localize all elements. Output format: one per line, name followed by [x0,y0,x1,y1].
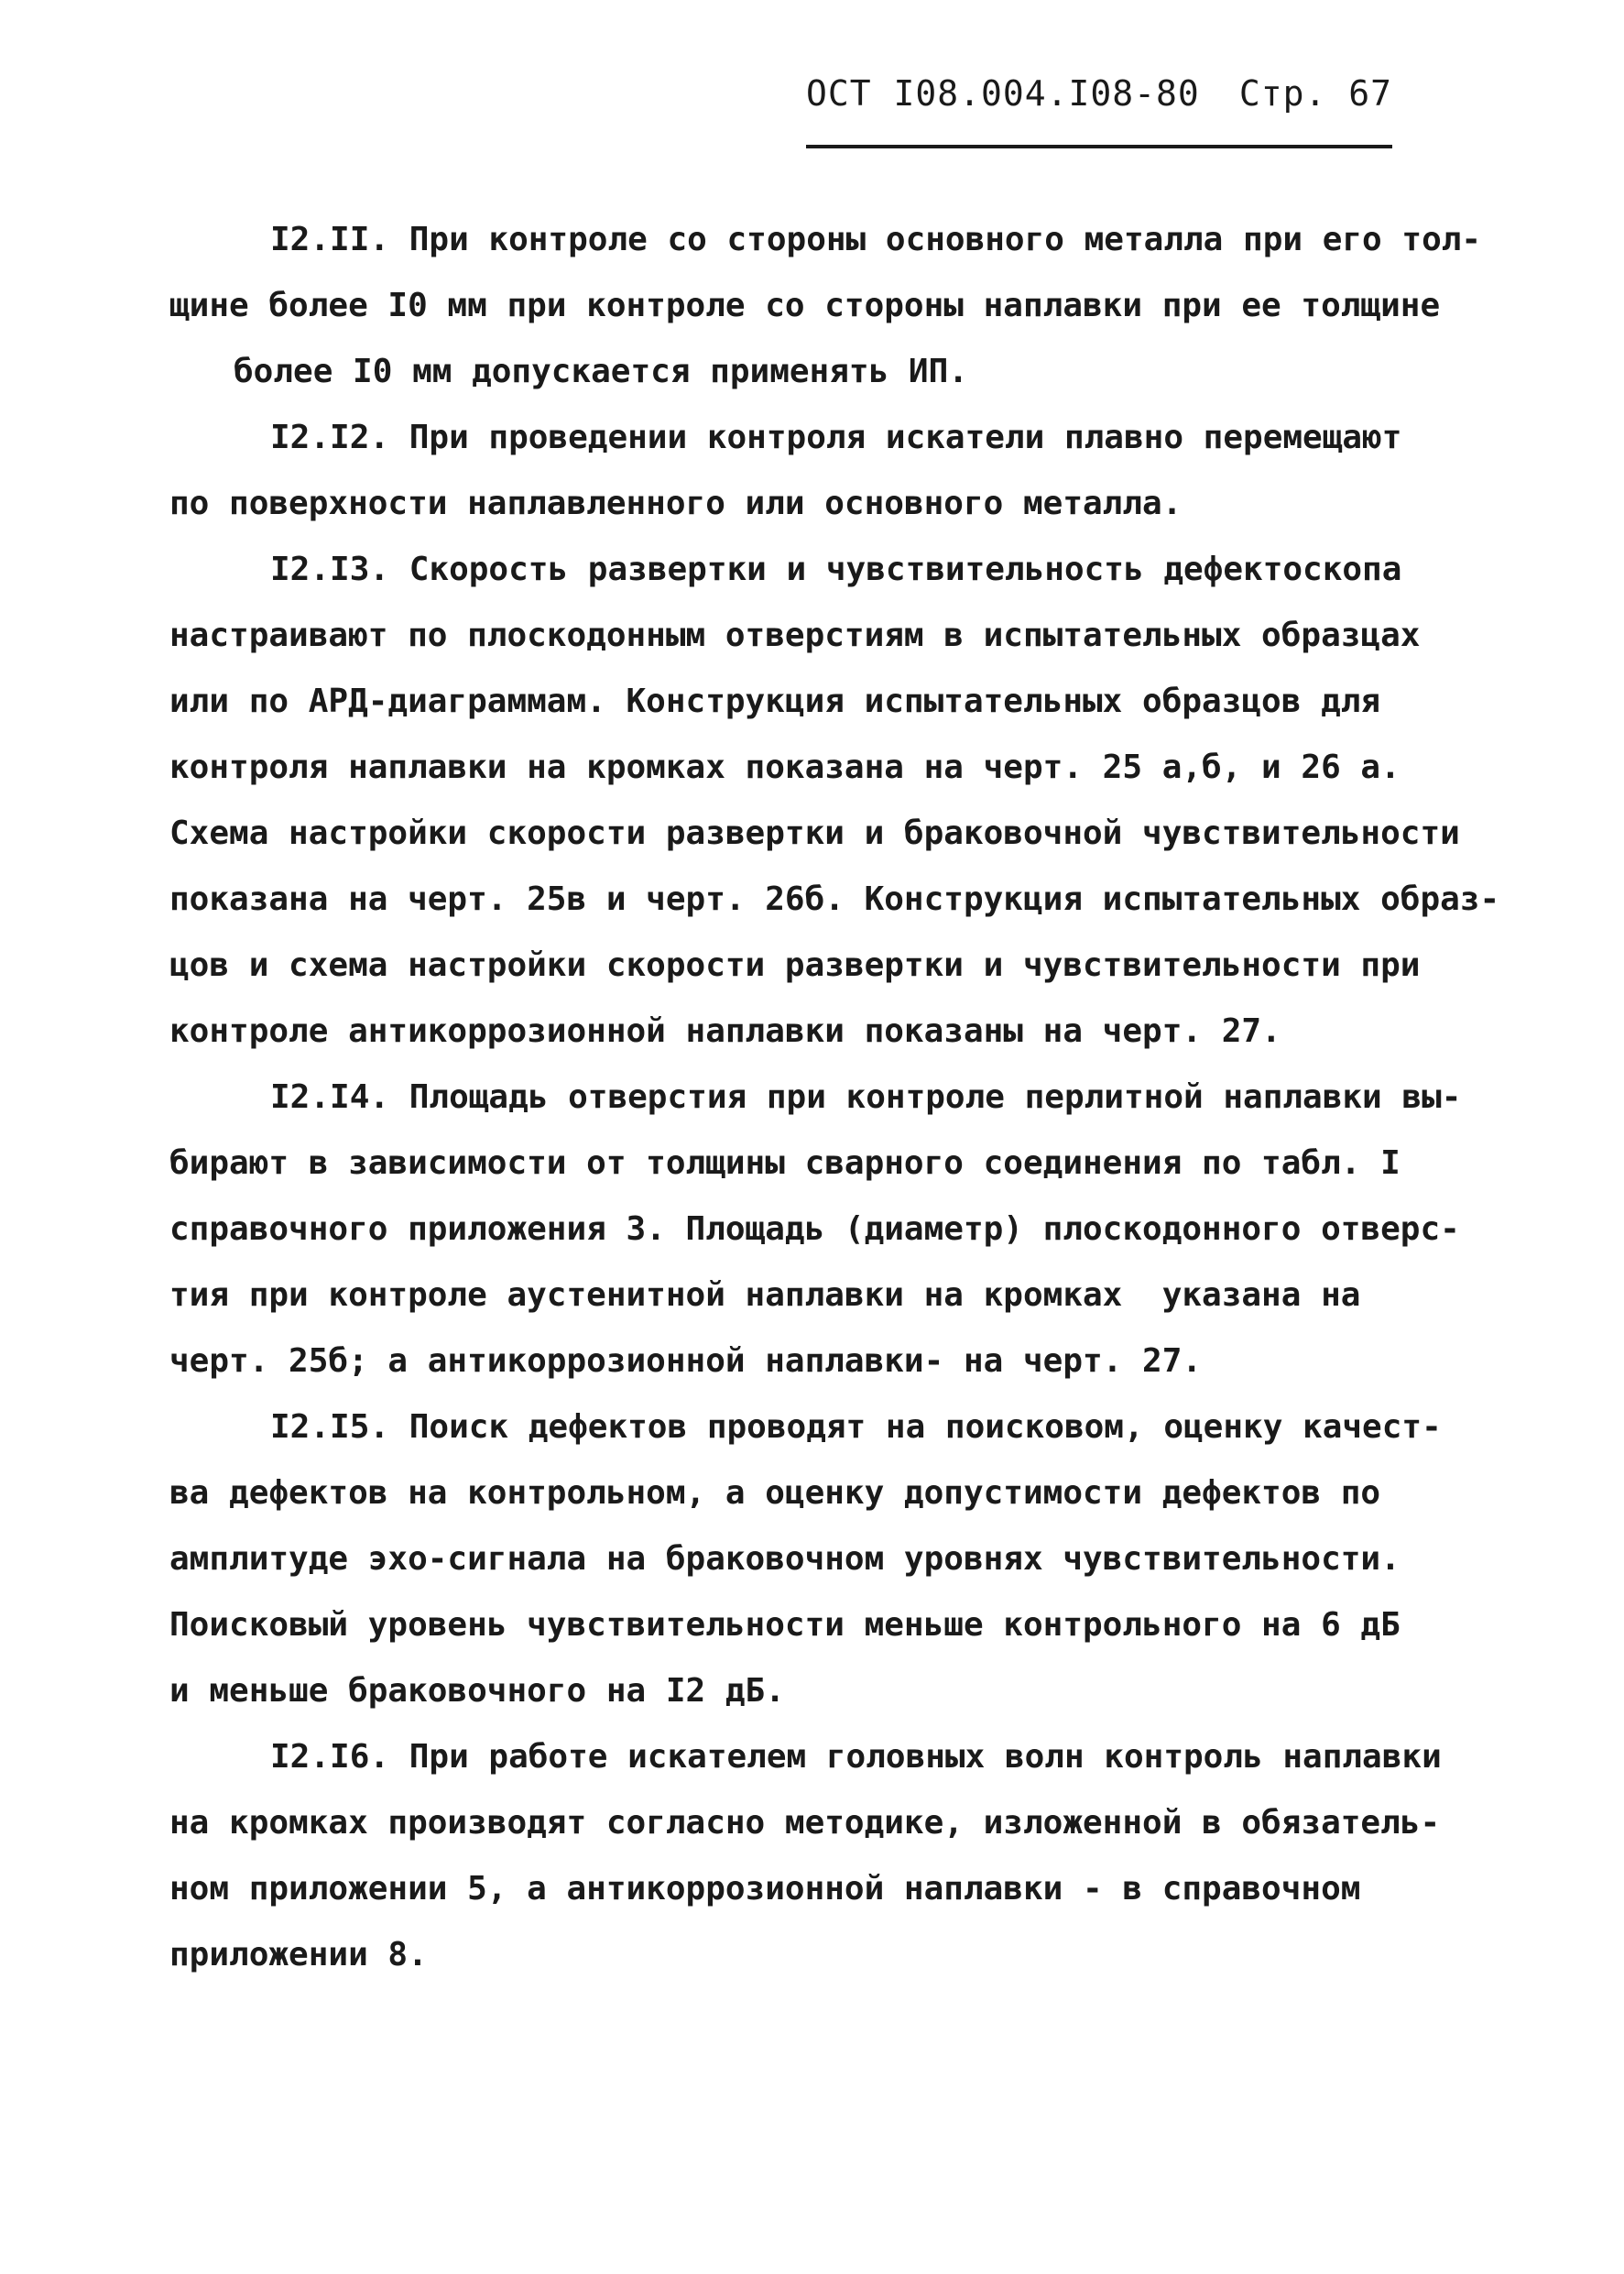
paragraph-line: приложении 8. [169,1936,428,1973]
paragraph-line: или по АРД-диаграммам. Конструкция испытательных образцов для [169,683,1381,720]
paragraph-line: щине более I0 мм при контроле со стороны наплавки при ее толщине [169,287,1441,324]
paragraph-line: I2.I4. Площадь отверстия при контроле перлитной наплавки вы- [270,1078,1462,1116]
paragraph-line: бирают в зависимости от толщины сварного соединения по табл. I [169,1144,1401,1182]
paragraph-12-11 [169,207,1525,405]
paragraph-line: более I0 мм допускается применять ИП. [234,353,968,390]
paragraph-line: I2.I2. При проведении контроля искатели плавно перемещают [270,419,1402,456]
paragraph-line: цов и схема настройки скорости развертки и чувствительности при [169,946,1421,984]
paragraph-12-16 [169,1724,1525,1988]
paragraph-line: I2.I3. Скорость развертки и чувствительность дефектоскопа [270,551,1402,588]
paragraph-line: справочного приложения 3. Площадь (диаметр) плоскодонного отверс- [169,1210,1460,1248]
paragraph-line: по поверхности наплавленного или основного металла. [169,485,1183,522]
paragraph-12-12 [169,405,1525,537]
paragraph-line: и меньше браковочного на I2 дБ. [169,1672,785,1710]
paragraph-line: амплитуде эхо-сигнала на браковочном уровнях чувствительности. [169,1540,1401,1578]
paragraph-line: I2.I6. При работе искателем головных волн контроль наплавки [270,1738,1442,1776]
document-body [169,207,1525,1988]
paragraph-12-15 [169,1394,1525,1724]
paragraph-12-14 [169,1065,1525,1394]
paragraph-line: I2.I5. Поиск дефектов проводят на поисковом, оценку качест- [270,1408,1442,1446]
paragraph-line: ном приложении 5, а антикоррозионной наплавки - в справочном [169,1870,1361,1908]
paragraph-line: тия при контроле аустенитной наплавки на кромках указана на [169,1276,1361,1314]
paragraph-line: контроле антикоррозионной наплавки показаны на черт. 27. [169,1012,1281,1050]
paragraph-line: Схема настройки скорости развертки и браковочной чувствительности [169,814,1460,852]
paragraph-12-13 [169,537,1525,1065]
paragraph-line: I2.II. При контроле со стороны основного металла при его тол- [270,221,1482,258]
paragraph-line: ва дефектов на контрольном, а оценку допустимости дефектов по [169,1474,1381,1512]
paragraph-line: настраивают по плоскодонным отверстиям в испытательных образцах [169,617,1421,654]
paragraph-line: контроля наплавки на кромках показана на черт. 25 а,б, и 26 а. [169,749,1401,786]
paragraph-line: показана на черт. 25в и черт. 26б. Конструкция испытательных образ- [169,880,1500,918]
paragraph-line: на кромках производят согласно методике, изложенной в обязатель- [169,1804,1441,1842]
page-number: Стр. 67 [1238,73,1392,114]
paragraph-line: Поисковый уровень чувствительности меньше контрольного на 6 дБ [169,1606,1401,1644]
document-code: ОСТ I08.004.I08-80 [806,73,1200,114]
header-rule [806,145,1392,148]
paragraph-line: черт. 25б; а антикоррозионной наплавки- на черт. 27. [169,1342,1203,1380]
